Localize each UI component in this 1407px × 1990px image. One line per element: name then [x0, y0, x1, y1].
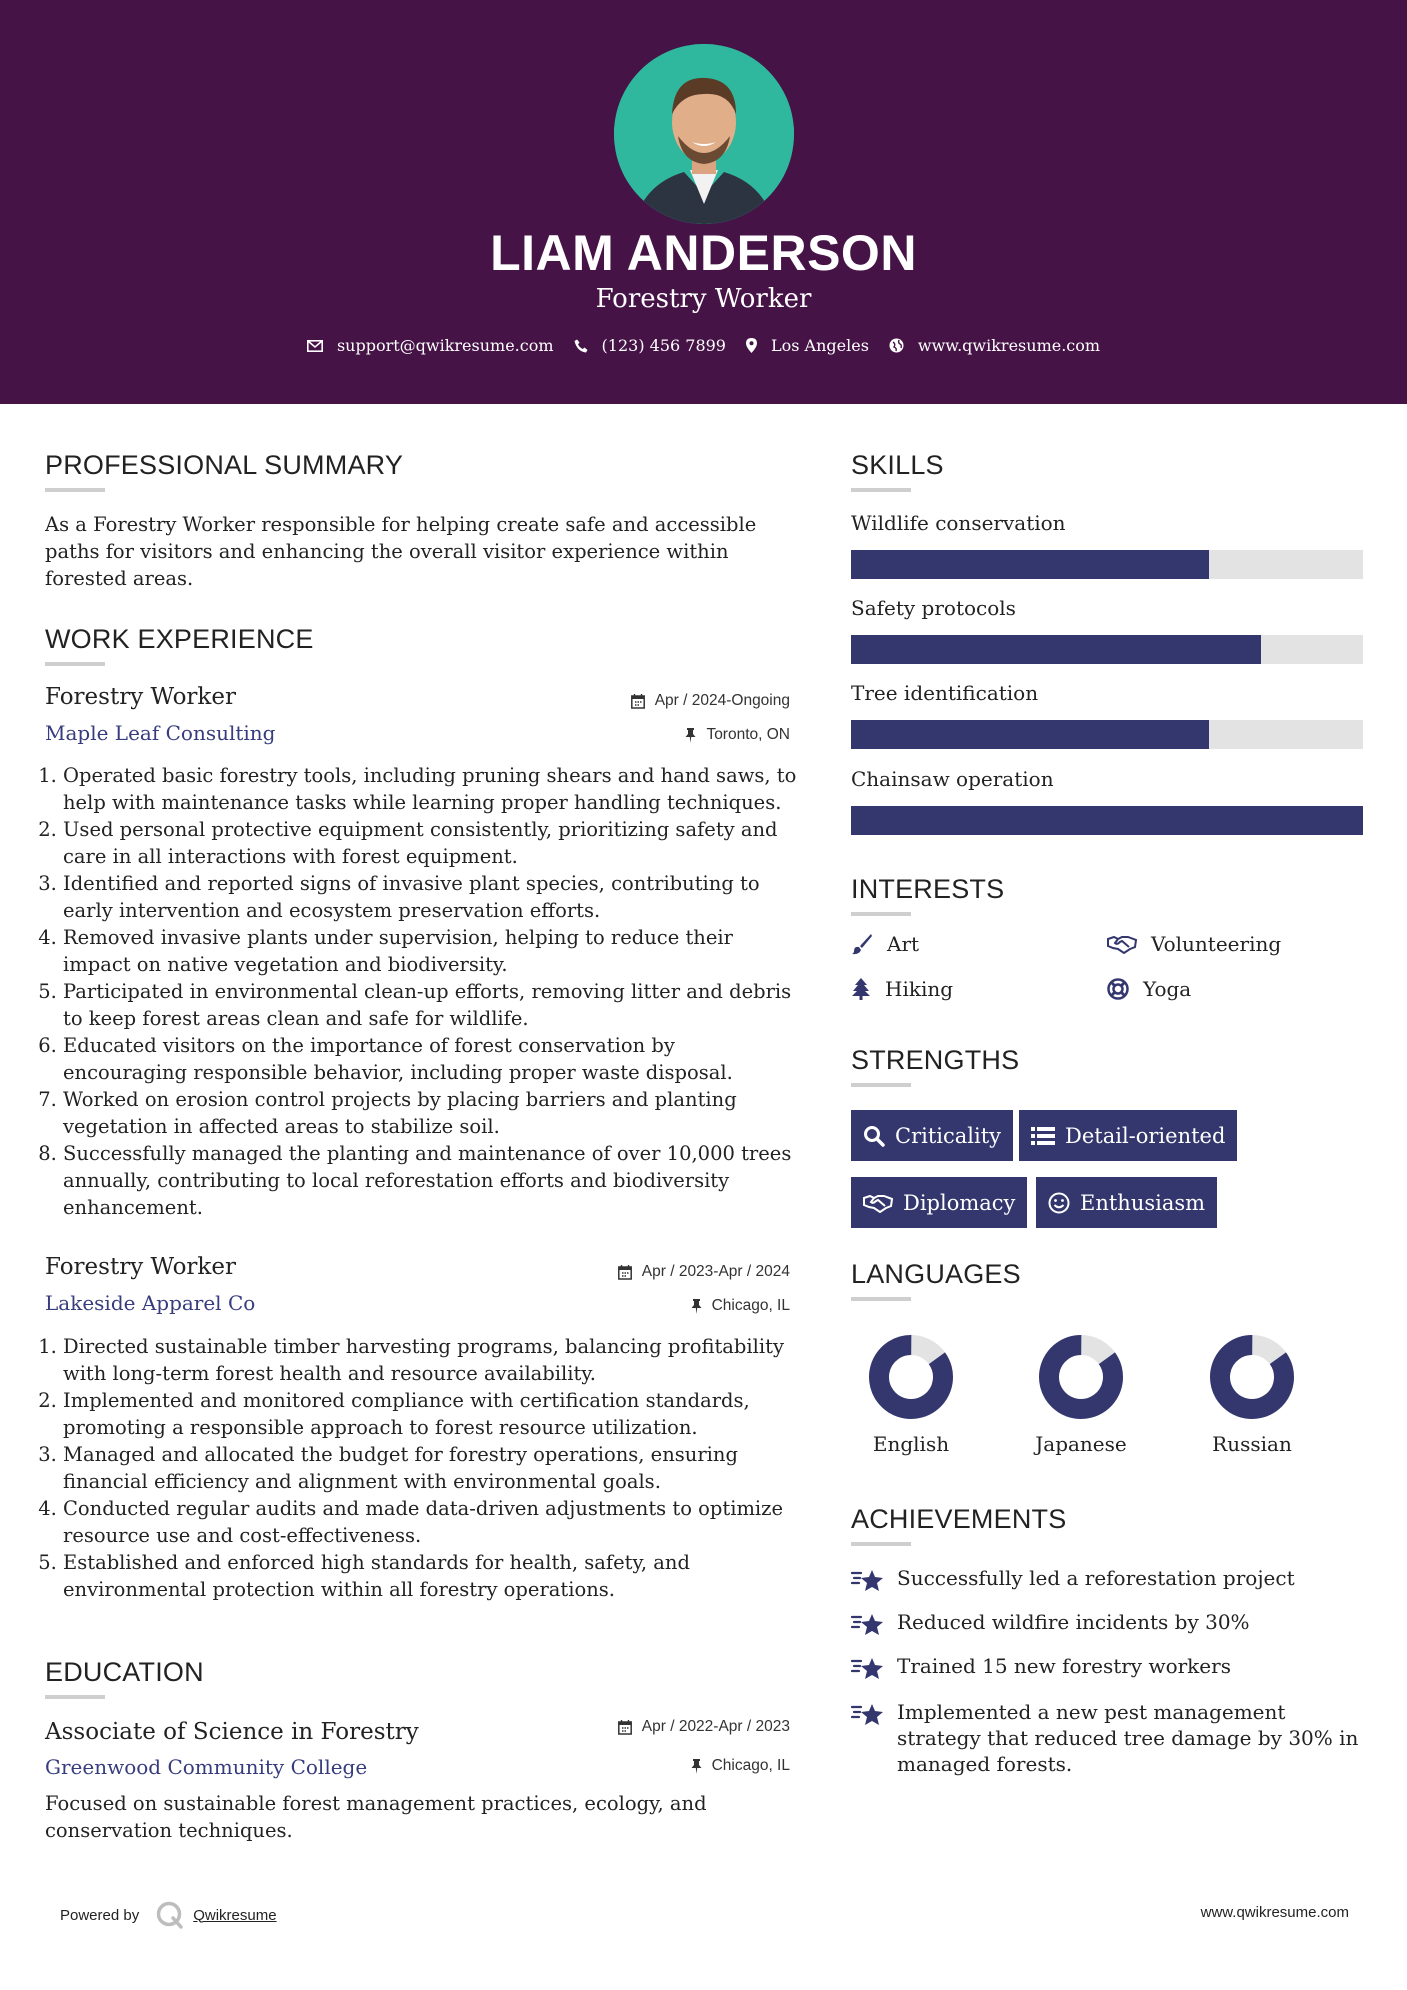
strength-label: Diplomacy	[903, 1190, 1016, 1215]
contact-location	[746, 336, 869, 355]
language-label: Japanese	[1035, 1432, 1127, 1456]
interest-label: Yoga	[1143, 977, 1192, 1001]
languages-rule	[851, 1297, 911, 1301]
contact-email-text: support@qwikresume.com	[336, 336, 554, 355]
degree-title: Associate of Science in Forestry	[45, 1719, 419, 1745]
interest-volunteering	[1107, 932, 1281, 956]
interest-label: Hiking	[885, 977, 954, 1001]
skill-bar	[851, 806, 1363, 835]
language-donut	[1209, 1334, 1295, 1420]
languages-heading: LANGUAGES	[851, 1259, 1021, 1289]
skill-bar	[851, 635, 1363, 664]
job-location-text: Chicago, IL	[711, 1297, 790, 1314]
job-bullet: 6. Educated visitors on the importance of forest conservation by encouraging responsible behavior, including proper waste disposal.	[63, 1032, 800, 1086]
achievement-item	[851, 1565, 1371, 1593]
candidate-title: Forestry Worker	[595, 284, 812, 314]
footer-powered-by	[60, 1900, 277, 1930]
shooting-star-icon	[851, 1655, 885, 1681]
education-location	[691, 1757, 790, 1775]
summary-rule	[45, 488, 105, 492]
paintbrush-icon	[851, 933, 873, 955]
shooting-star-icon	[851, 1611, 885, 1637]
strengths-rule	[851, 1083, 911, 1087]
interests-heading: INTERESTS	[851, 874, 1005, 904]
candidate-name: LIAM ANDERSON	[490, 225, 917, 281]
strength-label: Criticality	[895, 1123, 1001, 1148]
language-label: Russian	[1212, 1432, 1292, 1456]
language-donut-arc	[868, 1334, 954, 1420]
achievement-item	[851, 1609, 1371, 1637]
strength-tag	[1019, 1110, 1237, 1161]
shooting-star-icon	[851, 1701, 885, 1727]
contact-phone-text: (123) 456 7899	[601, 336, 726, 355]
work-heading: WORK EXPERIENCE	[45, 624, 314, 654]
job-bullets	[45, 762, 800, 1221]
skill-label: Safety protocols	[851, 596, 1016, 620]
job-location	[685, 726, 790, 744]
job-dates	[618, 1263, 790, 1281]
skill-label: Wildlife conservation	[851, 511, 1066, 535]
language-donut	[868, 1334, 954, 1420]
map-pin-icon	[746, 338, 757, 353]
school-name: Greenwood Community College	[45, 1755, 368, 1779]
job-bullet: 7. Worked on erosion control projects by placing barriers and planting vegetation in affected areas to stabilize soil.	[63, 1086, 800, 1140]
job-dates-text: Apr / 2023-Apr / 2024	[641, 1263, 790, 1280]
strength-tag	[851, 1110, 1013, 1161]
search-icon	[863, 1125, 885, 1147]
achievement-item	[851, 1699, 1371, 1777]
language-donut-arc	[1038, 1334, 1124, 1420]
contact-website-text: www.qwikresume.com	[917, 336, 1101, 355]
skill-label: Chainsaw operation	[851, 767, 1054, 791]
skills-heading: SKILLS	[851, 450, 944, 480]
work-rule	[45, 662, 105, 666]
skills-rule	[851, 488, 911, 492]
resume-header	[0, 0, 1407, 404]
strength-label: Detail-oriented	[1065, 1123, 1226, 1148]
job-bullet: 5. Established and enforced high standards for health, safety, and environmental protection within all forestry operations.	[63, 1549, 800, 1603]
handshake-icon	[1107, 934, 1137, 954]
profile-photo	[614, 44, 794, 224]
job-bullet: 4. Conducted regular audits and made data-driven adjustments to optimize resource use and cost-effectiveness.	[63, 1495, 800, 1549]
skill-fill	[851, 550, 1209, 579]
education-dates	[618, 1718, 790, 1736]
pin-icon	[685, 728, 696, 743]
education-location-text: Chicago, IL	[711, 1757, 790, 1774]
list-icon	[1031, 1126, 1055, 1146]
powered-by-label: Powered by	[60, 1906, 140, 1924]
contact-phone[interactable]	[574, 336, 726, 355]
achievement-item	[851, 1653, 1371, 1681]
summary-heading: PROFESSIONAL SUMMARY	[45, 450, 404, 480]
contact-location-text: Los Angeles	[770, 336, 869, 355]
handshake-icon	[863, 1193, 893, 1213]
job-title: Forestry Worker	[45, 684, 236, 710]
strength-tag	[1036, 1177, 1217, 1228]
job-bullet: 3. Identified and reported signs of invasive plant species, contributing to early intervention and ecosystem preservation efforts.	[63, 870, 800, 924]
job-location	[691, 1297, 790, 1315]
globe-icon	[889, 338, 904, 353]
job-bullet: 5. Participated in environmental clean-up efforts, removing litter and debris to keep forest areas clean and safe for wildlife.	[63, 978, 800, 1032]
education-dates-text: Apr / 2022-Apr / 2023	[641, 1718, 790, 1735]
education-text: Focused on sustainable forest management practices, ecology, and conservation techniques.	[45, 1792, 707, 1842]
language-item	[1192, 1334, 1312, 1456]
interest-art	[851, 932, 919, 956]
contact-website[interactable]	[889, 336, 1100, 355]
calendar-icon	[618, 1720, 632, 1735]
skill-fill	[851, 720, 1209, 749]
shooting-star-icon	[851, 1567, 885, 1593]
job-company: Lakeside Apparel Co	[45, 1291, 256, 1315]
achievement-text: Reduced wildfire incidents by 30%	[897, 1610, 1250, 1634]
language-label: English	[872, 1432, 950, 1456]
achievement-text: Implemented a new pest management strategy that reduced tree damage by 30% in managed forests.	[897, 1700, 1359, 1776]
language-item	[851, 1334, 971, 1456]
calendar-icon	[618, 1265, 632, 1280]
interest-yoga	[1107, 977, 1191, 1001]
skill-bar	[851, 550, 1363, 579]
interest-label: Art	[887, 932, 920, 956]
envelope-icon	[307, 340, 323, 352]
job-bullet: 1. Operated basic forestry tools, including pruning shears and hand saws, to help with maintenance tasks while learning proper handling techniques.	[63, 762, 800, 816]
calendar-icon	[631, 694, 645, 709]
achievement-text: Successfully led a reforestation project	[897, 1566, 1295, 1590]
skill-fill	[851, 806, 1363, 835]
brand-link[interactable]: Qwikresume	[193, 1906, 277, 1924]
lifebuoy-icon	[1107, 978, 1129, 1000]
skill-label: Tree identification	[851, 681, 1039, 705]
job-dates-text: Apr / 2024-Ongoing	[654, 692, 790, 709]
phone-icon	[574, 339, 588, 353]
language-donut	[1038, 1334, 1124, 1420]
contact-bar	[0, 336, 1407, 355]
job-bullet: 2. Used personal protective equipment consistently, prioritizing safety and care in all interactions with forest equipment.	[63, 816, 800, 870]
job-bullet: 3. Managed and allocated the budget for forestry operations, ensuring financial efficiency and alignment with environmental goals.	[63, 1441, 800, 1495]
pin-icon	[691, 1299, 702, 1314]
education-heading: EDUCATION	[45, 1657, 204, 1687]
summary-text: As a Forestry Worker responsible for helping create safe and accessible paths for visitors and enhancing the overall visitor experience within forested areas.	[45, 513, 757, 590]
pin-icon	[691, 1759, 702, 1774]
achievement-text: Trained 15 new forestry workers	[897, 1654, 1231, 1678]
job-bullet: 8. Successfully managed the planting and maintenance of over 10,000 trees annually, contributing to local reforestation efforts and biodiversity enhancement.	[63, 1140, 800, 1221]
language-item	[1021, 1334, 1141, 1456]
strength-tag	[851, 1177, 1027, 1228]
contact-email[interactable]	[307, 336, 554, 355]
achievements-rule	[851, 1542, 911, 1546]
language-donut-arc	[1209, 1334, 1295, 1420]
job-bullets	[45, 1333, 800, 1603]
education-rule	[45, 1695, 105, 1699]
skill-fill	[851, 635, 1261, 664]
achievements-heading: ACHIEVEMENTS	[851, 1504, 1067, 1534]
strengths-heading: STRENGTHS	[851, 1045, 1020, 1075]
interests-rule	[851, 912, 911, 916]
smile-icon	[1048, 1192, 1070, 1214]
footer-website[interactable]: www.qwikresume.com	[1200, 1904, 1349, 1921]
job-company: Maple Leaf Consulting	[45, 721, 276, 745]
job-dates	[631, 692, 790, 710]
job-bullet: 2. Implemented and monitored compliance with certification standards, promoting a responsible approach to forest resource utilization.	[63, 1387, 800, 1441]
job-location-text: Toronto, ON	[706, 726, 790, 743]
job-bullet: 4. Removed invasive plants under supervision, helping to reduce their impact on native vegetation and biodiversity.	[63, 924, 800, 978]
tree-icon	[851, 978, 871, 1000]
interest-label: Volunteering	[1151, 932, 1282, 956]
qwikresume-logo-icon	[155, 1900, 185, 1930]
interest-hiking	[851, 977, 953, 1001]
job-bullet: 1. Directed sustainable timber harvesting programs, balancing profitability with long-term forest health and resource availability.	[63, 1333, 800, 1387]
skill-bar	[851, 720, 1363, 749]
job-title: Forestry Worker	[45, 1254, 236, 1280]
strength-label: Enthusiasm	[1080, 1190, 1206, 1215]
